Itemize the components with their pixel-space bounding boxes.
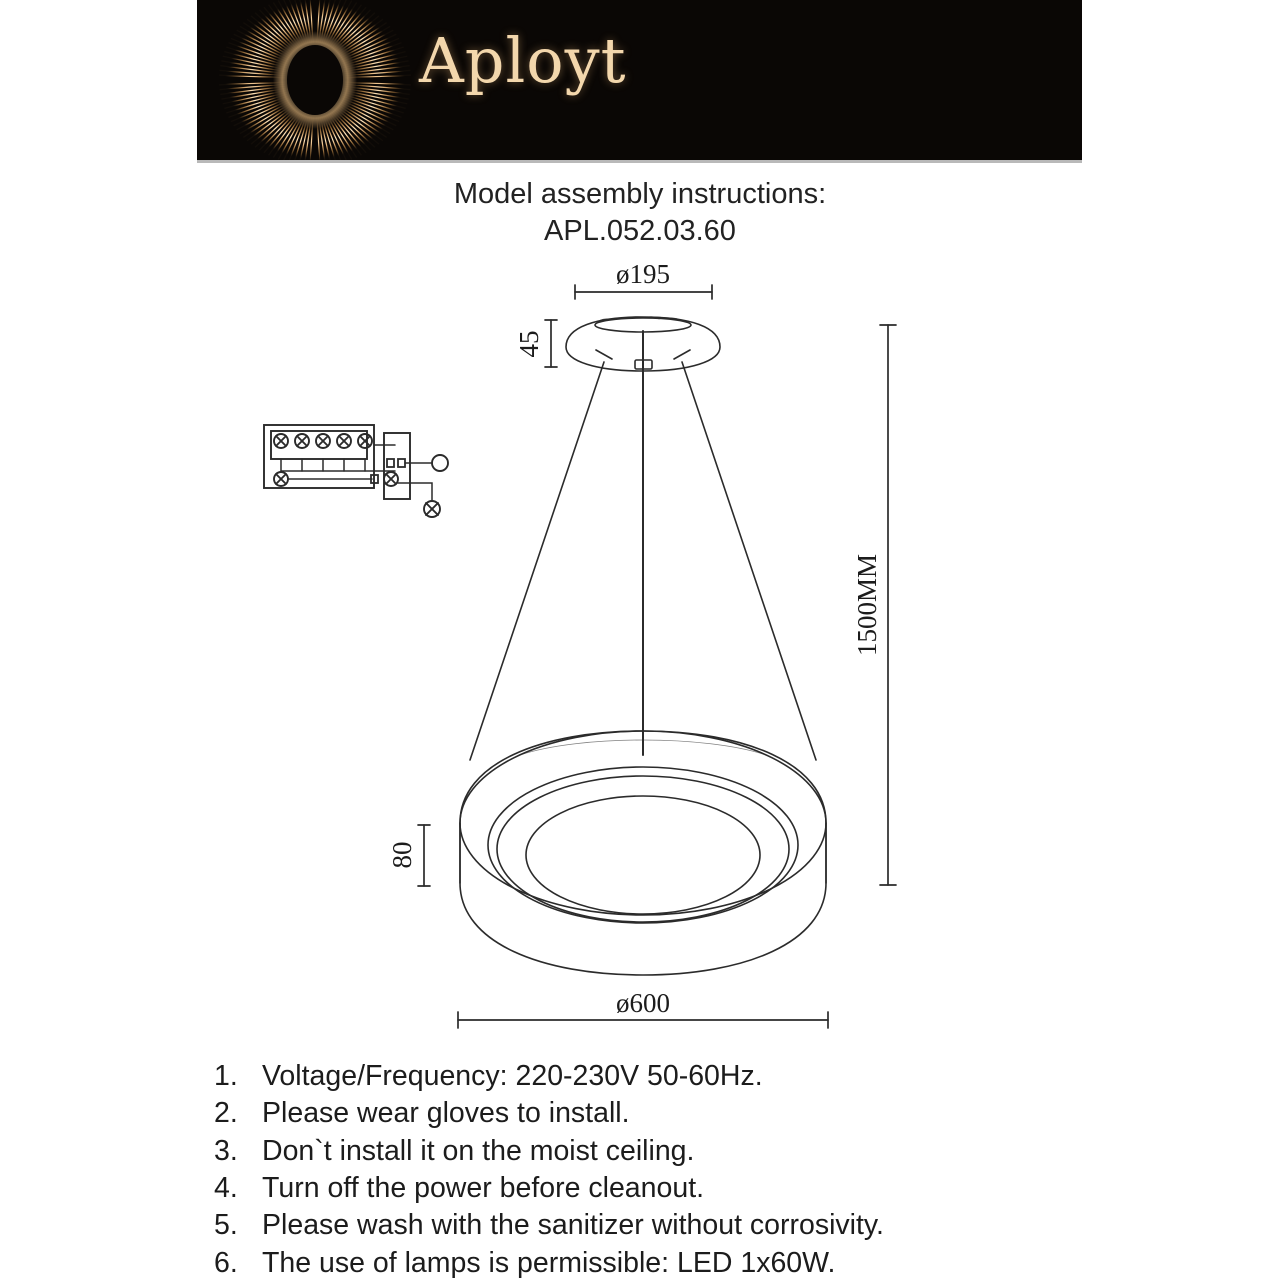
dimension-canopy-height (545, 320, 557, 367)
technical-drawing (0, 255, 1280, 1055)
header-banner (197, 0, 1082, 160)
list-item (214, 1207, 1114, 1244)
list-item-text: Turn off the power before cleanout. (262, 1171, 705, 1204)
list-item-text: Please wash with the sanitizer without corrosivity. (262, 1209, 884, 1242)
list-item-number: 1. (214, 1060, 238, 1092)
brand-wordmark: Aployt (419, 24, 627, 97)
label-ring-diameter: ø600 (616, 988, 670, 1018)
list-item-text: Please wear gloves to install. (262, 1097, 630, 1130)
suspension-cables (470, 331, 816, 760)
list-item (214, 1133, 1114, 1170)
label-canopy-diameter: ø195 (616, 259, 670, 289)
list-item-number: 4. (214, 1171, 238, 1204)
earth-screw-symbol (424, 501, 440, 517)
title-line-1: Model assembly instructions: (453, 178, 827, 210)
list-item-text: The use of lamps is permissible: LED 1x60W. (262, 1246, 836, 1279)
list-item-number: 3. (214, 1134, 238, 1167)
banner-bottom-edge (197, 160, 1082, 163)
list-item-number: 2. (214, 1097, 238, 1130)
label-ring-height: 80 (387, 841, 417, 869)
list-item-text: Don`t install it on the moist ceiling. (262, 1134, 695, 1167)
label-suspension-length: 1500MM (852, 553, 882, 657)
page-title (0, 176, 1280, 249)
dimension-suspension-length (880, 325, 896, 885)
corner-sunrays-icon (622, 0, 1082, 160)
list-item-text: Voltage/Frequency: 220-230V 50-60Hz. (262, 1060, 763, 1092)
dimension-ring-height (418, 825, 430, 886)
instructions-list (214, 1058, 1114, 1282)
list-item (214, 1170, 1114, 1207)
screw-terminal-group (274, 434, 372, 448)
list-item (214, 1245, 1114, 1282)
title-line-2: APL.052.03.60 (544, 214, 736, 247)
ground-terminal (274, 472, 288, 486)
list-item-number: 6. (214, 1246, 238, 1279)
terminal-block-wiring-diagram (264, 425, 448, 517)
list-item-number: 5. (214, 1209, 238, 1242)
list-item (214, 1058, 1114, 1095)
list-item (214, 1095, 1114, 1132)
connector-screw (384, 472, 398, 486)
ring-luminaire-body (460, 731, 826, 975)
sunburst-logo-icon (215, 0, 415, 160)
label-canopy-height: 45 (514, 330, 544, 358)
